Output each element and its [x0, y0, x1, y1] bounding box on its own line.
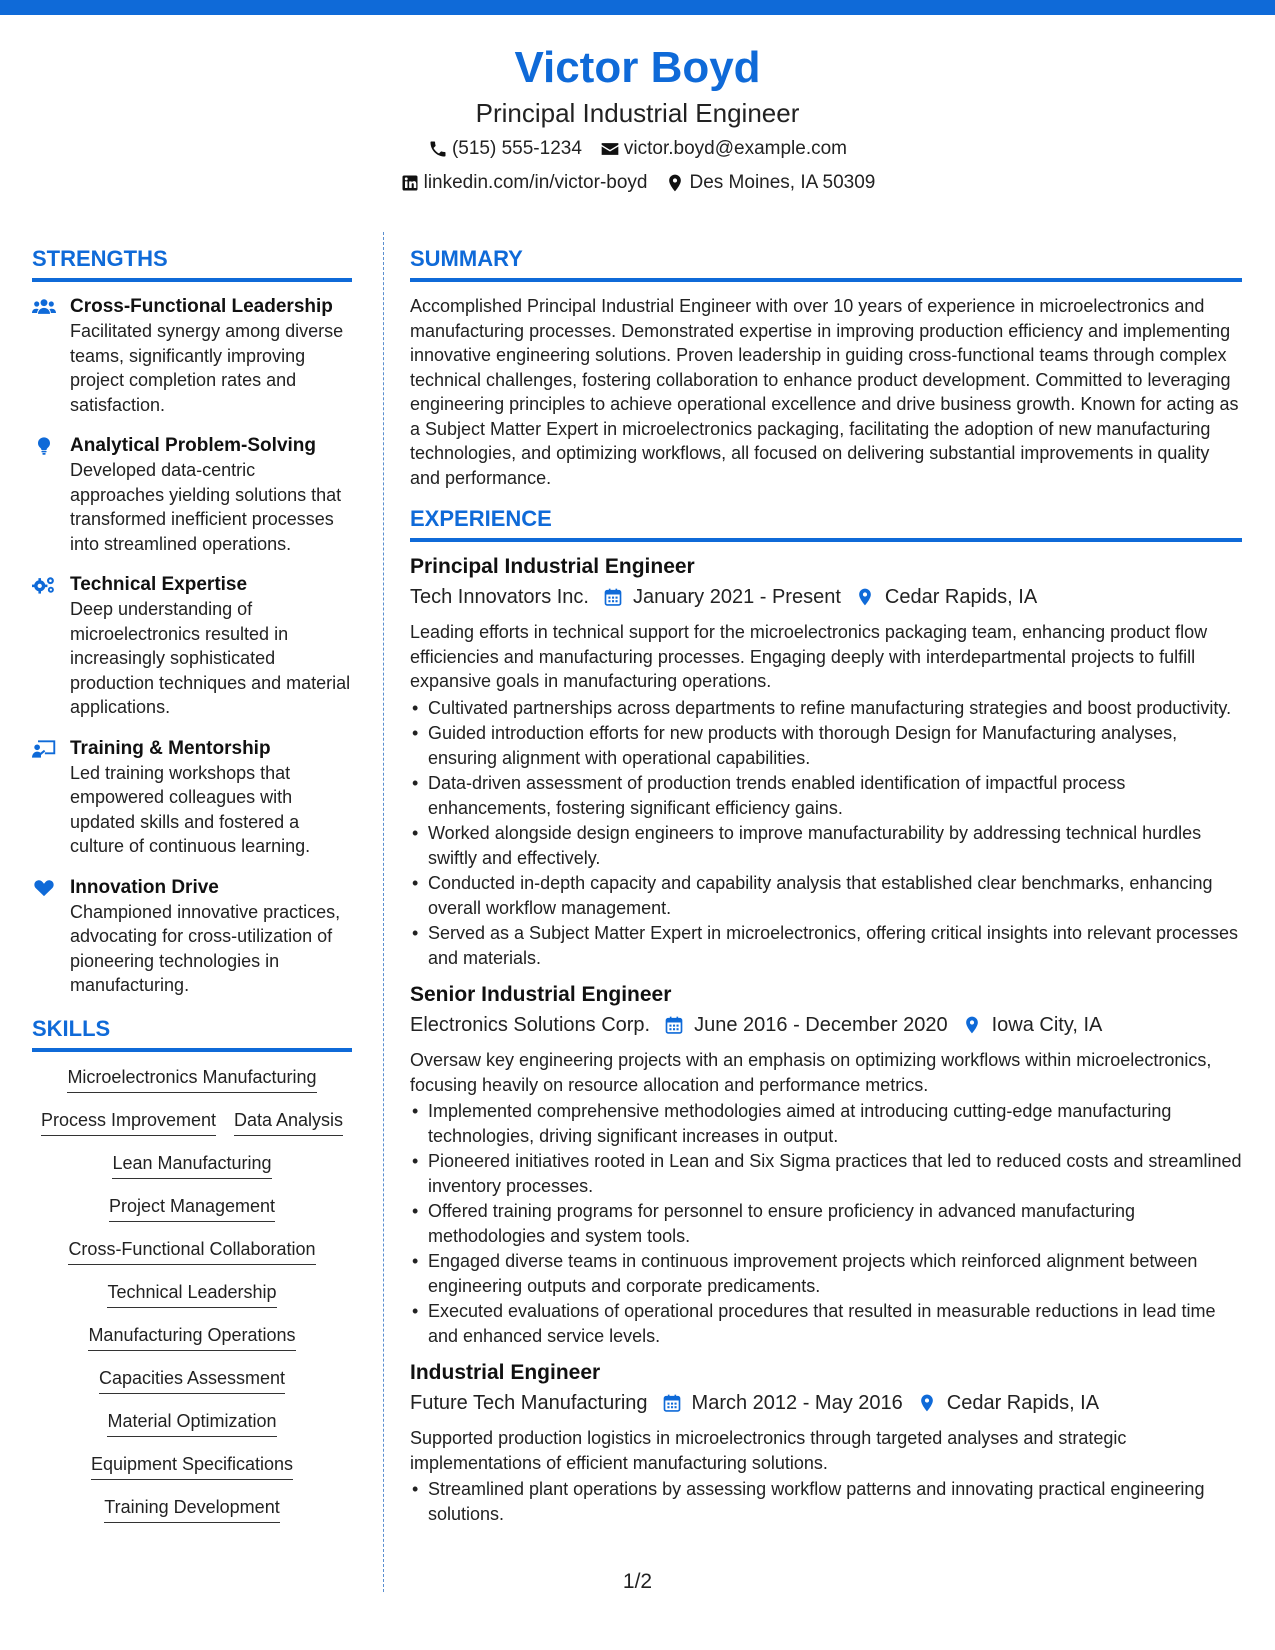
job-location: Cedar Rapids, IA [946, 1392, 1100, 1414]
job-bullets [410, 696, 1242, 971]
strength-description: Led training workshops that empowered colleagues with updated skills and fostered a culture of continuous learning. [70, 762, 311, 856]
job-meta [410, 1388, 1242, 1418]
job-dates: January 2021 - Present [632, 586, 841, 608]
strength-item [32, 875, 352, 998]
job-meta [410, 1010, 1242, 1040]
calendar-icon [603, 587, 623, 607]
strength-title: Analytical Problem-Solving [70, 435, 316, 456]
summary-text: Accomplished Principal Industrial Engineer with over 10 years of experience in microelectronics and manufacturing processes. Demonstrated expertise in improving production efficiency and implementing innovative engineering solutions. Proven leadership in guiding cross-functional teams through complex technical challenges, fostering collaboration to enhance product development. Committed to leveraging engineering principles to achieve operational excellence and drive business growth. Known for acting as a Subject Matter Expert in microelectronics packaging, facilitating the adoption of new manufacturing technologies, and optimizing workflows, all focused on delivering substantial improvements in quality and performance. [410, 296, 1239, 488]
job-description: Oversaw key engineering projects with an emphasis on optimizing workflows within microelectronics, focusing heavily on resource allocation and performance metrics. [410, 1050, 1212, 1095]
gears-icon [32, 574, 56, 596]
phone-text: (515) 555-1234 [451, 138, 582, 159]
job-description: Leading efforts in technical support for the microelectronics packaging team, enhancing product flow efficiencies and manufacturing processes. Engaging deeply with interdepartmental projects to fulfill expansive goals in manufacturing operations. [410, 622, 1208, 691]
job-location: Iowa City, IA [991, 1014, 1103, 1036]
bullet-item: • Cultivated partnerships across departments to refine manufacturing strategies and boost productivity. [410, 696, 1242, 721]
experience-heading: EXPERIENCE [410, 504, 1242, 542]
job-description: Supported production logistics in microelectronics through targeted analyses and strategic implementations of efficient manufacturing solutions. [410, 1428, 1127, 1473]
contact-line-1 [0, 134, 1275, 164]
job-bullets [410, 1099, 1242, 1348]
left-column [32, 244, 352, 1523]
linkedin-contact[interactable] [400, 168, 648, 198]
map-pin-icon [917, 1393, 937, 1413]
company-name: Future Tech Manufacturing [410, 1392, 648, 1414]
job-title: Senior Industrial Engineer [410, 983, 672, 1006]
bullet-item: • Data-driven assessment of production trends enabled identification of impactful process enhancements, fostering significant efficiency gains. [410, 771, 1242, 820]
location-contact [665, 168, 875, 198]
column-divider [383, 232, 384, 1592]
strengths-list [32, 294, 352, 998]
skills-heading: SKILLS [32, 1014, 352, 1052]
linkedin-icon [400, 173, 420, 193]
teacher-icon [32, 738, 56, 760]
job-dates: June 2016 - December 2020 [694, 1014, 948, 1036]
candidate-name: Victor Boyd [514, 43, 761, 92]
skill-tag: Material Optimization [107, 1410, 276, 1437]
strength-title: Technical Expertise [70, 574, 248, 595]
phone-contact[interactable] [428, 134, 582, 164]
strength-title: Cross-Functional Leadership [70, 296, 333, 317]
job-title: Principal Industrial Engineer [410, 555, 695, 578]
skill-tag: Process Improvement [41, 1109, 216, 1136]
job-bullets [410, 1477, 1242, 1526]
job-title: Industrial Engineer [410, 1361, 601, 1384]
bullet-item: • Worked alongside design engineers to improve manufacturability by addressing technical hurdles swiftly and effectively. [410, 821, 1242, 870]
job-entry [410, 1358, 1242, 1526]
skill-tag: Equipment Specifications [91, 1453, 293, 1480]
map-pin-icon [665, 173, 685, 193]
skill-tag: Manufacturing Operations [88, 1324, 295, 1351]
bullet-item: • Executed evaluations of operational procedures that resulted in measurable reductions in lead time and enhanced service levels. [410, 1299, 1242, 1348]
skill-tag: Data Analysis [234, 1109, 343, 1136]
contact-line-2 [0, 168, 1275, 198]
bullet-item: • Offered training programs for personnel to ensure proficiency in advanced manufacturing methodologies and system tools. [410, 1199, 1242, 1248]
map-pin-icon [855, 587, 875, 607]
job-meta [410, 582, 1242, 612]
strength-description: Facilitated synergy among diverse teams, significantly improving project completion rates and satisfaction. [70, 321, 344, 415]
bullet-item: • Implemented comprehensive methodologies aimed at introducing cutting-edge manufacturing technologies, driving significant increases in output. [410, 1099, 1242, 1148]
right-column [410, 244, 1242, 1527]
bullet-item: • Pioneered initiatives rooted in Lean and Six Sigma practices that led to reduced costs and streamlined inventory processes. [410, 1149, 1242, 1198]
bullet-item: • Engaged diverse teams in continuous improvement projects which reinforced alignment between engineering outputs and corporate predicaments. [410, 1249, 1242, 1298]
strengths-heading: STRENGTHS [32, 244, 352, 282]
strength-description: Championed innovative practices, advocating for cross-utilization of pioneering technologies in manufacturing. [70, 901, 341, 995]
bullet-item: • Conducted in-depth capacity and capability analysis that established clear benchmarks, enhancing overall workflow management. [410, 871, 1242, 920]
bullet-item: • Streamlined plant operations by assessing workflow patterns and innovating practical engineering solutions. [410, 1477, 1242, 1526]
company-name: Tech Innovators Inc. [410, 586, 589, 608]
page-number [0, 1570, 1275, 1594]
skills-list [32, 1066, 352, 1523]
skill-tag: Cross-Functional Collaboration [68, 1238, 315, 1265]
linkedin-text: linkedin.com/in/victor-boyd [423, 172, 648, 193]
summary-heading: SUMMARY [410, 244, 1242, 282]
job-dates: March 2012 - May 2016 [691, 1392, 903, 1414]
skill-tag: Capacities Assessment [99, 1367, 285, 1394]
strength-item [32, 294, 352, 417]
strength-description: Deep understanding of microelectronics resulted in increasingly sophisticated production techniques and material applications. [70, 599, 351, 717]
company-name: Electronics Solutions Corp. [410, 1014, 651, 1036]
phone-icon [428, 139, 448, 159]
skill-tag: Project Management [109, 1195, 275, 1222]
job-location: Cedar Rapids, IA [884, 586, 1038, 608]
email-contact[interactable] [600, 134, 847, 164]
lightbulb-icon [32, 435, 56, 457]
top-accent-bar [0, 0, 1275, 15]
strength-title: Innovation Drive [70, 876, 219, 898]
bullet-item: • Served as a Subject Matter Expert in microelectronics, offering critical insights into relevant processes and materials. [410, 921, 1242, 970]
job-entry [410, 552, 1242, 970]
calendar-icon [664, 1015, 684, 1035]
bullet-item: • Guided introduction efforts for new products with thorough Design for Manufacturing analyses, ensuring alignment with operational capabilities. [410, 721, 1242, 770]
strength-item [32, 433, 352, 556]
strength-description: Developed data-centric approaches yielding solutions that transformed inefficient processes into streamlined operations. [70, 460, 342, 554]
skill-tag: Lean Manufacturing [112, 1152, 271, 1179]
envelope-icon [600, 139, 620, 159]
heart-icon [32, 877, 56, 899]
strength-item [32, 736, 352, 859]
map-pin-icon [962, 1015, 982, 1035]
skill-tag: Microelectronics Manufacturing [67, 1066, 316, 1093]
calendar-icon [662, 1393, 682, 1413]
skill-tag: Training Development [104, 1496, 279, 1523]
email-text: victor.boyd@example.com [623, 138, 848, 159]
skill-tag: Technical Leadership [107, 1281, 276, 1308]
location-text: Des Moines, IA 50309 [689, 172, 876, 193]
job-entry [410, 980, 1242, 1348]
candidate-role: Principal Industrial Engineer [475, 98, 800, 128]
page-number-label: 1/2 [622, 1570, 653, 1593]
strength-title: Training & Mentorship [70, 737, 271, 759]
resume-header [0, 40, 1275, 198]
strength-item [32, 572, 352, 720]
users-icon [32, 296, 56, 318]
